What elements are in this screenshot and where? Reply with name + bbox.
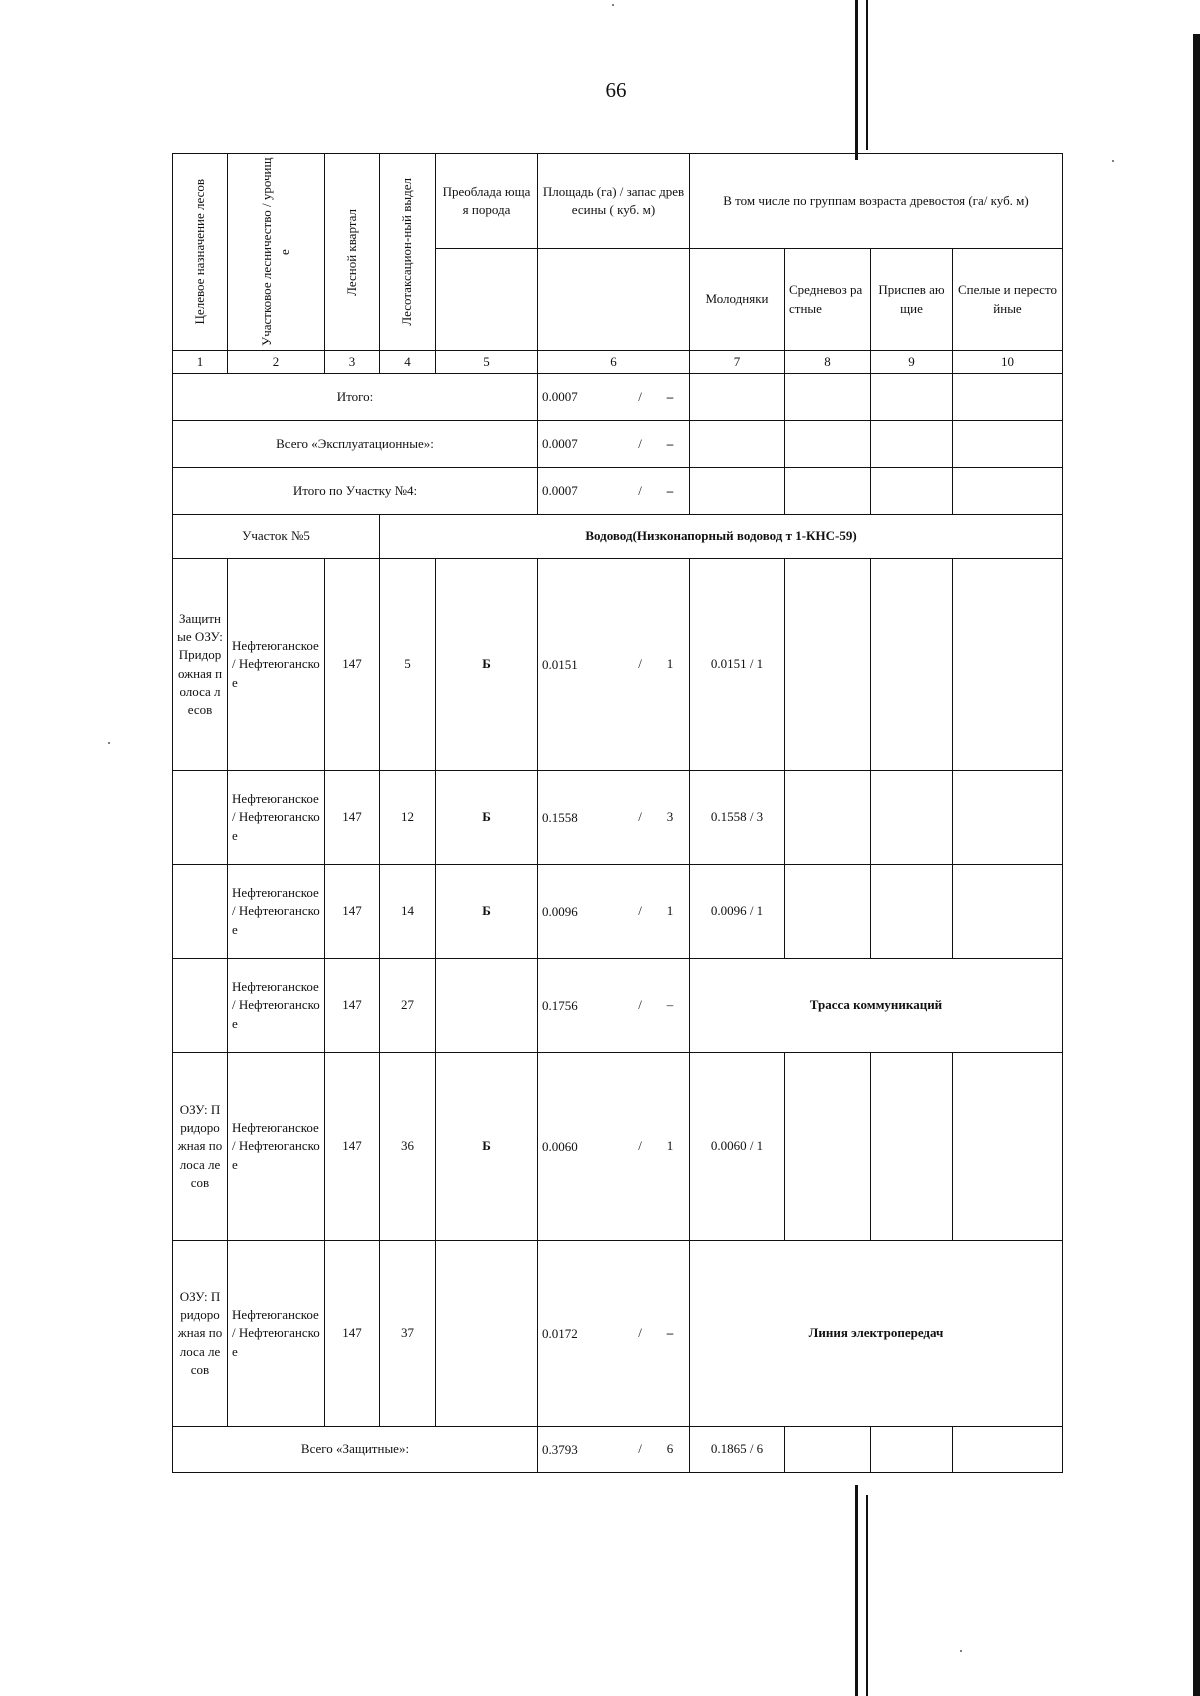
quarter-cell: 147 bbox=[325, 959, 380, 1053]
summary-label: Итого: bbox=[173, 374, 538, 421]
area-cell bbox=[538, 559, 690, 771]
stock-value: 1 bbox=[666, 903, 674, 919]
column-number: 9 bbox=[871, 351, 953, 374]
note-cell: Трасса коммуникаций bbox=[690, 959, 1063, 1053]
area-cell bbox=[538, 959, 690, 1053]
forest-table bbox=[172, 153, 1063, 1473]
column-number: 8 bbox=[785, 351, 871, 374]
middle-cell bbox=[785, 1427, 871, 1473]
area-separator: / bbox=[638, 482, 642, 498]
young-cell: 0.1865 / 6 bbox=[690, 1427, 785, 1473]
quarter-cell: 147 bbox=[325, 1241, 380, 1427]
area-value: 0.3793 bbox=[542, 1441, 578, 1457]
header-col4: Лесотаксацион-ный выдел bbox=[380, 154, 436, 351]
section-header-row bbox=[173, 515, 1063, 559]
header-col8: Средневоз растные bbox=[785, 249, 871, 351]
species-cell bbox=[436, 1241, 538, 1427]
scan-line bbox=[855, 1485, 858, 1696]
area-value: 0.1558 bbox=[542, 809, 578, 825]
forestry-cell: Нефтеюганское / Нефтеюганское bbox=[228, 559, 325, 771]
area-value: 0.1756 bbox=[542, 997, 578, 1013]
forestry-cell: Нефтеюганское / Нефтеюганское bbox=[228, 1241, 325, 1427]
summary-label: Всего «Эксплуатационные»: bbox=[173, 421, 538, 468]
header-col5: Преоблада ющая порода bbox=[436, 154, 538, 249]
header-col7to10: В том числе по группам возраста древостоя (га/ куб. м) bbox=[690, 154, 1063, 249]
total-label: Всего «Защитные»: bbox=[173, 1427, 538, 1473]
mature-cell bbox=[953, 1053, 1063, 1241]
summary-row bbox=[173, 468, 1063, 515]
plot-cell: 12 bbox=[380, 771, 436, 865]
area-cell bbox=[538, 1053, 690, 1241]
header-col6-blank bbox=[538, 249, 690, 351]
quarter-cell: 147 bbox=[325, 771, 380, 865]
scan-line bbox=[866, 0, 868, 150]
column-number: 2 bbox=[228, 351, 325, 374]
scan-speck bbox=[108, 742, 110, 744]
column-number: 6 bbox=[538, 351, 690, 374]
section-label: Участок №5 bbox=[173, 515, 380, 559]
forestry-cell: Нефтеюганское / Нефтеюганское bbox=[228, 771, 325, 865]
column-number: 10 bbox=[953, 351, 1063, 374]
scan-speck bbox=[960, 1650, 962, 1652]
scan-edge-mark bbox=[1193, 34, 1200, 1696]
area-separator: / bbox=[638, 388, 642, 404]
scan-speck bbox=[1112, 160, 1114, 162]
summary-label: Итого по Участку №4: bbox=[173, 468, 538, 515]
summary-row bbox=[173, 374, 1063, 421]
species-cell: Б bbox=[436, 865, 538, 959]
area-separator: / bbox=[638, 1138, 642, 1154]
area-separator: / bbox=[638, 903, 642, 919]
mature-cell bbox=[953, 865, 1063, 959]
young-cell: 0.0060 / 1 bbox=[690, 1053, 785, 1241]
area-value: 0.0007 bbox=[542, 483, 578, 499]
purpose-cell bbox=[173, 959, 228, 1053]
young-cell: 0.0096 / 1 bbox=[690, 865, 785, 959]
premature-cell bbox=[871, 865, 953, 959]
area-cell bbox=[538, 421, 690, 468]
premature-cell bbox=[871, 559, 953, 771]
column-number: 1 bbox=[173, 351, 228, 374]
header-col9: Приспев ающие bbox=[871, 249, 953, 351]
middle-cell bbox=[785, 559, 871, 771]
stock-value: 1 bbox=[666, 1138, 674, 1154]
header-col7: Молодняки bbox=[690, 249, 785, 351]
area-value: 0.0151 bbox=[542, 656, 578, 672]
area-cell bbox=[538, 771, 690, 865]
area-separator: / bbox=[638, 997, 642, 1013]
mature-cell bbox=[953, 771, 1063, 865]
area-value: 0.0172 bbox=[542, 1325, 578, 1341]
header-col1: Целевое назначение лесов bbox=[173, 154, 228, 351]
quarter-cell: 147 bbox=[325, 865, 380, 959]
plot-cell: 5 bbox=[380, 559, 436, 771]
note-cell: Линия электропередач bbox=[690, 1241, 1063, 1427]
table-row bbox=[173, 771, 1063, 865]
purpose-cell bbox=[173, 865, 228, 959]
column-number: 7 bbox=[690, 351, 785, 374]
header-col6: Площадь (га) / запас древесины ( куб. м) bbox=[538, 154, 690, 249]
table-row bbox=[173, 959, 1063, 1053]
column-number: 4 bbox=[380, 351, 436, 374]
area-separator: / bbox=[638, 656, 642, 672]
stock-value: – bbox=[666, 435, 674, 451]
premature-cell bbox=[871, 1427, 953, 1473]
forestry-cell: Нефтеюганское / Нефтеюганское bbox=[228, 865, 325, 959]
table-row bbox=[173, 559, 1063, 771]
purpose-cell bbox=[173, 771, 228, 865]
summary-row bbox=[173, 421, 1063, 468]
column-number: 3 bbox=[325, 351, 380, 374]
purpose-cell: Защитные ОЗУ: Придорожная полоса лесов bbox=[173, 559, 228, 771]
plot-cell: 14 bbox=[380, 865, 436, 959]
header-row bbox=[173, 154, 1063, 249]
scan-line bbox=[866, 1495, 868, 1696]
area-cell bbox=[538, 865, 690, 959]
area-separator: / bbox=[638, 435, 642, 451]
middle-cell bbox=[785, 771, 871, 865]
quarter-cell: 147 bbox=[325, 559, 380, 771]
purpose-cell: ОЗУ: Придорожная полоса лесов bbox=[173, 1053, 228, 1241]
plot-cell: 37 bbox=[380, 1241, 436, 1427]
premature-cell bbox=[871, 771, 953, 865]
area-value: 0.0060 bbox=[542, 1138, 578, 1154]
section-title: Водовод(Низконапорный водовод т 1-КНС-59) bbox=[380, 515, 1063, 559]
header-col3: Лесной квартал bbox=[325, 154, 380, 351]
forestry-cell: Нефтеюганское / Нефтеюганское bbox=[228, 959, 325, 1053]
area-separator: / bbox=[638, 1441, 642, 1457]
header-col2: Участковое лесничество / урочище bbox=[228, 154, 325, 351]
area-separator: / bbox=[638, 1325, 642, 1341]
middle-cell bbox=[785, 865, 871, 959]
stock-value: – bbox=[666, 1325, 674, 1341]
table-row bbox=[173, 865, 1063, 959]
stock-value: – bbox=[666, 388, 674, 404]
total-row bbox=[173, 1427, 1063, 1473]
species-cell: Б bbox=[436, 559, 538, 771]
scan-speck bbox=[612, 4, 614, 6]
area-separator: / bbox=[638, 809, 642, 825]
species-cell: Б bbox=[436, 1053, 538, 1241]
stock-value: – bbox=[666, 997, 674, 1013]
young-cell: 0.1558 / 3 bbox=[690, 771, 785, 865]
page-number: 66 bbox=[605, 78, 627, 102]
area-cell bbox=[538, 1241, 690, 1427]
column-number: 5 bbox=[436, 351, 538, 374]
young-cell: 0.0151 / 1 bbox=[690, 559, 785, 771]
area-cell bbox=[538, 374, 690, 421]
quarter-cell: 147 bbox=[325, 1053, 380, 1241]
stock-value: 1 bbox=[666, 656, 674, 672]
plot-cell: 27 bbox=[380, 959, 436, 1053]
purpose-cell: ОЗУ: Придорожная полоса лесов bbox=[173, 1241, 228, 1427]
column-number-row bbox=[173, 351, 1063, 374]
stock-value: – bbox=[666, 482, 674, 498]
stock-value: 6 bbox=[666, 1441, 674, 1457]
mature-cell bbox=[953, 1427, 1063, 1473]
area-value: 0.0007 bbox=[542, 389, 578, 405]
middle-cell bbox=[785, 1053, 871, 1241]
header-col5-blank bbox=[436, 249, 538, 351]
stock-value: 3 bbox=[666, 809, 674, 825]
species-cell: Б bbox=[436, 771, 538, 865]
premature-cell bbox=[871, 1053, 953, 1241]
header-col10: Спелые и перестойные bbox=[953, 249, 1063, 351]
area-value: 0.0007 bbox=[542, 436, 578, 452]
forestry-cell: Нефтеюганское / Нефтеюганское bbox=[228, 1053, 325, 1241]
area-value: 0.0096 bbox=[542, 903, 578, 919]
table-row bbox=[173, 1053, 1063, 1241]
table-row bbox=[173, 1241, 1063, 1427]
scan-line bbox=[855, 0, 858, 160]
area-cell bbox=[538, 1427, 690, 1473]
area-cell bbox=[538, 468, 690, 515]
mature-cell bbox=[953, 559, 1063, 771]
species-cell bbox=[436, 959, 538, 1053]
plot-cell: 36 bbox=[380, 1053, 436, 1241]
